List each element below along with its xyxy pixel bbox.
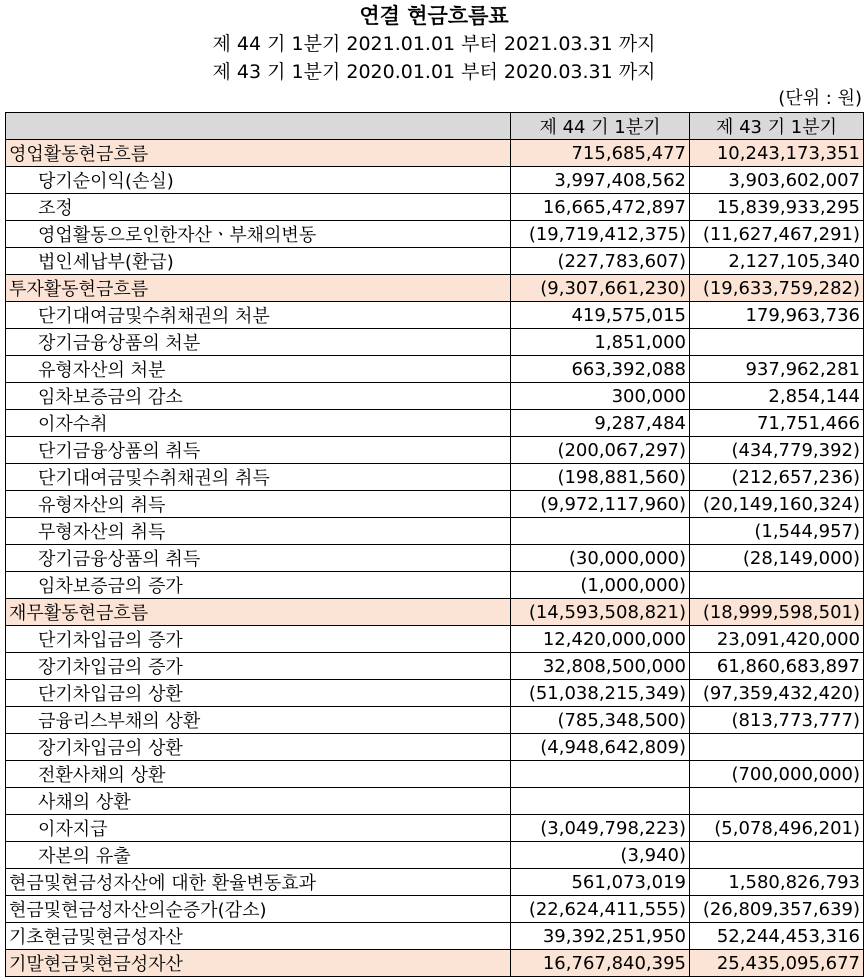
period-current: 제 44 기 1분기 2021.01.01 부터 2021.03.31 까지: [212, 33, 656, 55]
row-value-current: 39,392,251,950: [511, 923, 690, 950]
table-row: [6, 842, 864, 869]
row-value-current: (1,000,000): [511, 572, 690, 599]
row-value-current: (200,067,297): [511, 437, 690, 464]
row-value-previous: 937,962,281: [690, 356, 864, 383]
row-label: 현금및현금성자산에 대한 환율변동효과: [6, 869, 511, 896]
table-row: [6, 410, 864, 437]
row-value-previous: [690, 329, 864, 356]
period-previous: 제 43 기 1분기 2020.01.01 부터 2020.03.31 까지: [212, 61, 656, 83]
cash-flow-table: [5, 112, 864, 977]
table-row: [6, 761, 864, 788]
row-label: 현금및현금성자산의순증가(감소): [6, 896, 511, 923]
row-value-current: 32,808,500,000: [511, 653, 690, 680]
row-value-previous: 2,127,105,340: [690, 248, 864, 275]
table-row: [6, 437, 864, 464]
row-label: 무형자산의 취득: [6, 518, 511, 545]
row-value-current: (9,307,661,230): [511, 275, 690, 302]
row-label: 이자수취: [6, 410, 511, 437]
row-value-current: (19,719,412,375): [511, 221, 690, 248]
table-row: [6, 248, 864, 275]
row-value-current: (227,783,607): [511, 248, 690, 275]
row-value-previous: 15,839,933,295: [690, 194, 864, 221]
table-row: [6, 923, 864, 950]
row-value-previous: 1,580,826,793: [690, 869, 864, 896]
row-value-current: 715,685,477: [511, 140, 690, 167]
row-value-previous: (813,773,777): [690, 707, 864, 734]
row-label: 조정: [6, 194, 511, 221]
row-value-previous: (19,633,759,282): [690, 275, 864, 302]
row-value-previous: [690, 734, 864, 761]
table-header-row: [6, 113, 864, 140]
unit-label: (단위 : 원): [778, 88, 862, 109]
table-row: [6, 680, 864, 707]
row-value-current: 419,575,015: [511, 302, 690, 329]
row-value-previous: (18,999,598,501): [690, 599, 864, 626]
row-label: 당기순이익(손실): [6, 167, 511, 194]
table-row: [6, 788, 864, 815]
table-row: [6, 734, 864, 761]
row-value-current: 663,392,088: [511, 356, 690, 383]
row-label: 단기차입금의 증가: [6, 626, 511, 653]
row-value-current: 561,073,019: [511, 869, 690, 896]
table-row: [6, 545, 864, 572]
header-label: [6, 113, 511, 140]
row-value-previous: (11,627,467,291): [690, 221, 864, 248]
row-label: 전환사채의 상환: [6, 761, 511, 788]
table-row: [6, 302, 864, 329]
table-row: [6, 707, 864, 734]
row-value-current: (22,624,411,555): [511, 896, 690, 923]
row-label: 임차보증금의 증가: [6, 572, 511, 599]
row-label: 이자지급: [6, 815, 511, 842]
table-row: [6, 599, 864, 626]
row-label: 단기대여금및수취채권의 처분: [6, 302, 511, 329]
row-value-previous: [690, 572, 864, 599]
row-value-current: [511, 518, 690, 545]
row-value-previous: (20,149,160,324): [690, 491, 864, 518]
row-value-current: 12,420,000,000: [511, 626, 690, 653]
row-value-previous: 10,243,173,351: [690, 140, 864, 167]
table-row: [6, 383, 864, 410]
row-value-current: 16,767,840,395: [511, 950, 690, 977]
row-label: 유형자산의 처분: [6, 356, 511, 383]
table-row: [6, 464, 864, 491]
row-value-current: (51,038,215,349): [511, 680, 690, 707]
row-label: 단기차입금의 상환: [6, 680, 511, 707]
row-value-current: 3,997,408,562: [511, 167, 690, 194]
table-row: [6, 815, 864, 842]
row-label: 기초현금및현금성자산: [6, 923, 511, 950]
row-value-previous: (28,149,000): [690, 545, 864, 572]
row-value-current: 16,665,472,897: [511, 194, 690, 221]
row-value-previous: [690, 788, 864, 815]
table-row: [6, 356, 864, 383]
row-value-previous: 52,244,453,316: [690, 923, 864, 950]
row-value-previous: (1,544,957): [690, 518, 864, 545]
table-row: [6, 275, 864, 302]
table-row: [6, 626, 864, 653]
row-label: 영업활동현금흐름: [6, 140, 511, 167]
row-label: 장기차입금의 증가: [6, 653, 511, 680]
table-row: [6, 491, 864, 518]
table-row: [6, 950, 864, 977]
header-current-period: 제 44 기 1분기: [511, 113, 690, 140]
row-value-current: (30,000,000): [511, 545, 690, 572]
row-label: 사채의 상환: [6, 788, 511, 815]
row-label: 임차보증금의 감소: [6, 383, 511, 410]
row-value-current: (785,348,500): [511, 707, 690, 734]
row-value-current: [511, 761, 690, 788]
row-value-previous: [690, 842, 864, 869]
row-label: 유형자산의 취득: [6, 491, 511, 518]
statement-title: 연결 현금흐름표: [359, 3, 509, 28]
row-value-previous: 3,903,602,007: [690, 167, 864, 194]
table-row: [6, 572, 864, 599]
row-value-current: 9,287,484: [511, 410, 690, 437]
row-label: 자본의 유출: [6, 842, 511, 869]
row-value-current: (14,593,508,821): [511, 599, 690, 626]
row-label: 단기대여금및수취채권의 취득: [6, 464, 511, 491]
row-value-current: 300,000: [511, 383, 690, 410]
row-value-current: (198,881,560): [511, 464, 690, 491]
row-value-previous: 61,860,683,897: [690, 653, 864, 680]
row-label: 장기금융상품의 취득: [6, 545, 511, 572]
row-value-previous: 2,854,144: [690, 383, 864, 410]
row-value-previous: (434,779,392): [690, 437, 864, 464]
row-value-current: (9,972,117,960): [511, 491, 690, 518]
table-row: [6, 194, 864, 221]
row-label: 단기금융상품의 취득: [6, 437, 511, 464]
row-label: 법인세납부(환급): [6, 248, 511, 275]
table-row: [6, 329, 864, 356]
row-value-previous: 25,435,095,677: [690, 950, 864, 977]
row-value-previous: (700,000,000): [690, 761, 864, 788]
row-value-current: [511, 788, 690, 815]
row-label: 투자활동현금흐름: [6, 275, 511, 302]
row-value-current: (3,940): [511, 842, 690, 869]
row-value-previous: 71,751,466: [690, 410, 864, 437]
row-label: 장기금융상품의 처분: [6, 329, 511, 356]
table-row: [6, 167, 864, 194]
table-row: [6, 653, 864, 680]
row-value-previous: (97,359,432,420): [690, 680, 864, 707]
table-row: [6, 221, 864, 248]
row-value-current: 1,851,000: [511, 329, 690, 356]
table-row: [6, 896, 864, 923]
row-label: 금융리스부채의 상환: [6, 707, 511, 734]
row-value-current: (3,049,798,223): [511, 815, 690, 842]
row-value-previous: (212,657,236): [690, 464, 864, 491]
row-value-previous: (26,809,357,639): [690, 896, 864, 923]
row-value-current: (4,948,642,809): [511, 734, 690, 761]
row-value-previous: (5,078,496,201): [690, 815, 864, 842]
row-label: 기말현금및현금성자산: [6, 950, 511, 977]
row-label: 장기차입금의 상환: [6, 734, 511, 761]
table-row: [6, 869, 864, 896]
row-label: 재무활동현금흐름: [6, 599, 511, 626]
row-label: 영업활동으로인한자산ㆍ부채의변동: [6, 221, 511, 248]
table-row: [6, 518, 864, 545]
table-row: [6, 140, 864, 167]
row-value-previous: 23,091,420,000: [690, 626, 864, 653]
header-previous-period: 제 43 기 1분기: [690, 113, 864, 140]
row-value-previous: 179,963,736: [690, 302, 864, 329]
